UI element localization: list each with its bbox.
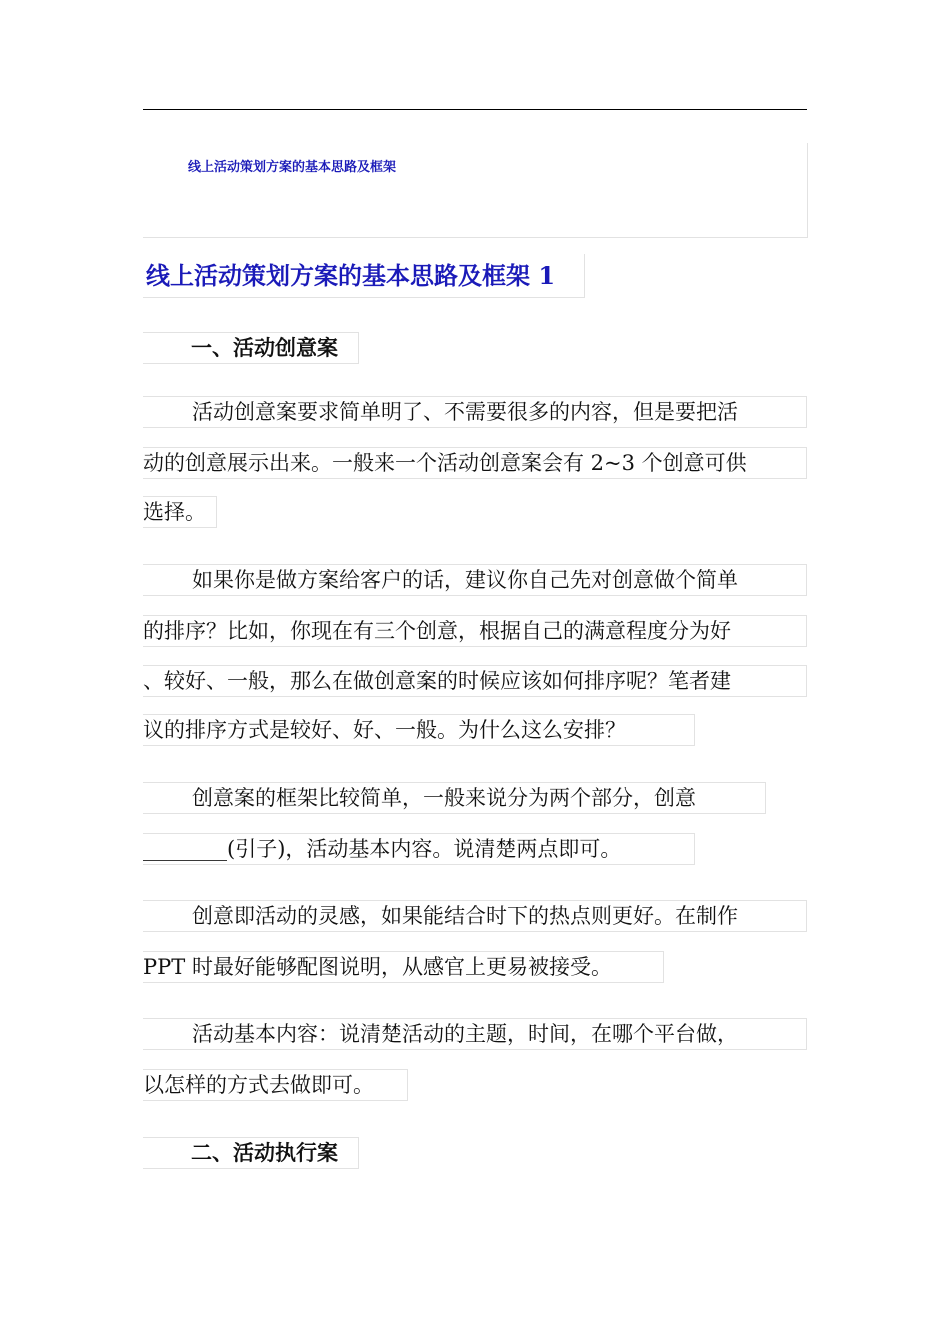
paragraph-line: 、较好、一般，那么在做创意案的时候应该如何排序呢？笔者建 [143,665,807,697]
paragraph-line: 以怎样的方式去做即可。 [143,1069,408,1101]
paragraph-line: 创意案的框架比较简单，一般来说分为两个部分，创意 [143,782,766,814]
paragraph-line: ________(引子)，活动基本内容。说清楚两点即可。 [143,833,695,865]
section-heading-creative: 一、活动创意案 [143,332,359,364]
paragraph-line: 创意即活动的灵感，如果能结合时下的热点则更好。在制作 [143,900,807,932]
paragraph-line: 活动创意案要求简单明了、不需要很多的内容，但是要把活 [143,396,807,428]
paragraph-line: PPT 时最好能够配图说明，从感官上更易被接受。 [143,951,664,983]
running-header-title: 线上活动策划方案的基本思路及框架 [188,160,397,175]
paragraph-line: 动的创意展示出来。一般来一个活动创意案会有 2~3 个创意可供 [143,447,807,479]
paragraph-line: 的排序？比如，你现在有三个创意，根据自己的满意程度分为好 [143,615,807,647]
document-title: 线上活动策划方案的基本思路及框架 1 [143,254,585,298]
paragraph-line: 议的排序方式是较好、好、一般。为什么这么安排？ [143,714,695,746]
paragraph-line: 活动基本内容：说清楚活动的主题，时间，在哪个平台做， [143,1018,807,1050]
header-rule [143,109,807,110]
section-heading-execution: 二、活动执行案 [143,1137,359,1169]
paragraph-line: 选择。 [143,496,217,528]
paragraph-line: 如果你是做方案给客户的话，建议你自己先对创意做个简单 [143,564,807,596]
